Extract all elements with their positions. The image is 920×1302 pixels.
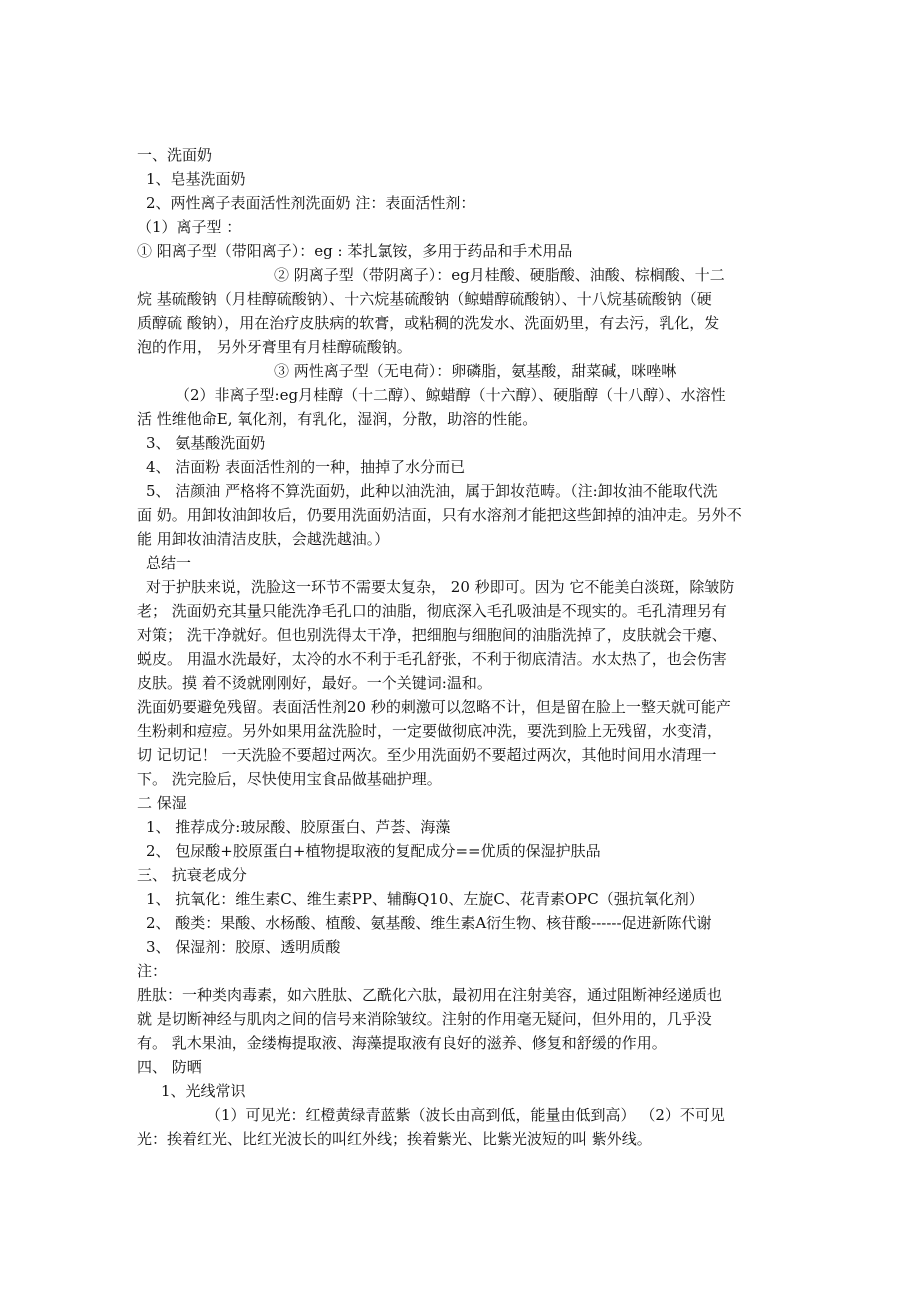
paragraph-line: 皮肤。摸 着不烫就刚刚好，最好。一个关键词:温和。 xyxy=(137,674,492,692)
section-heading-sunscreen: 四、 防晒 xyxy=(137,1058,202,1076)
paragraph-line: 质醇硫 酸钠），用在治疗皮肤病的软膏，或粘稠的洗发水、洗面奶里，有去污，乳化，发 xyxy=(137,314,720,332)
list-item: 2、两性离子表面活性剂洗面奶 注：表面活性剂： xyxy=(146,194,476,212)
list-item: 4、 洁面粉 表面活性剂的一种，抽掉了水分而已 xyxy=(146,458,466,476)
list-item: 1、光线常识 xyxy=(161,1082,246,1100)
paragraph-line: 面 奶。用卸妆油卸妆后，仍要用洗面奶洁面，只有水溶剂才能把这些卸掉的油冲走。另外不 xyxy=(137,506,742,524)
paragraph-line: ③ 两性离子型（无电荷）：卵磷脂，氨基酸，甜菜碱，咪唑啉 xyxy=(274,362,677,380)
paragraph-line: 老； 洗面奶充其量只能洗净毛孔口的油脂，彻底深入毛孔吸油是不现实的。毛孔清理另有 xyxy=(137,602,727,620)
paragraph-line: 胜肽：一种类肉毒素，如六胜肽、乙酰化六肽，最初用在注射美容，通过阻断神经递质也 xyxy=(137,986,723,1004)
list-item: 1、 抗氧化：维生素C、维生素PP、辅酶Q10、左旋C、花青素OPC（强抗氧化剂） xyxy=(146,890,704,908)
list-item: 2、 包尿酸+胶原蛋白+植物提取液的复配成分==优质的保湿护肤品 xyxy=(146,842,601,860)
paragraph-line: 下。 洗完脸后，尽快使用宝食品做基础护理。 xyxy=(137,770,442,788)
paragraph-line: 对策； 洗干净就好。但也别洗得太干净，把细胞与细胞间的油脂洗掉了，皮肤就会干瘪、 xyxy=(137,626,727,644)
paragraph-line: 泡的作用， 另外牙膏里有月桂醇硫酸钠。 xyxy=(137,338,412,356)
section-heading-summary: 总结一 xyxy=(146,554,192,572)
paragraph-line: （2）非离子型:eg月桂醇（十二醇）、鲸蜡醇（十六醇）、硬脂醇（十八醇）、水溶性 xyxy=(175,386,726,404)
list-item: 5、 洁颜油 严格将不算洗面奶，此种以油洗油，属于卸妆范畴。（注:卸妆油不能取代洗 xyxy=(146,482,718,500)
list-item: 1、皂基洗面奶 xyxy=(146,170,246,188)
section-heading-anti-aging: 三、 抗衰老成分 xyxy=(137,866,247,884)
paragraph-line: 蜕皮。 用温水洗最好，太冷的水不利于毛孔舒张，不利于彻底清洁。水太热了，也会伤害 xyxy=(137,650,727,668)
note-label: 注： xyxy=(137,962,168,980)
list-item: （1）离子型 ： xyxy=(137,218,242,236)
paragraph-line: 洗面奶要避免残留。表面活性剂20 秒的刺激可以忽略不计，但是留在脸上一整天就可能产 xyxy=(137,698,731,716)
paragraph-line: 生粉刺和痘痘。另外如果用盆洗脸时，一定要做彻底冲洗，要洗到脸上无残留，水变清， xyxy=(137,722,723,740)
paragraph-line: 活 性维他命E, 氧化剂，有乳化，湿润，分散，助溶的性能。 xyxy=(137,410,538,428)
paragraph-line: ② 阴离子型（带阴离子）：eg月桂酸、硬脂酸、油酸、棕榈酸、十二 xyxy=(274,266,725,284)
paragraph-line: 对于护肤来说，洗脸这一环节不需要太复杂， 20 秒即可。因为 它不能美白淡斑，除皱防 xyxy=(146,578,735,596)
section-heading-cleanser: 一、洗面奶 xyxy=(137,146,213,164)
paragraph-line: ① 阳离子型（带阳离子）：eg : 苯扎氯铵，多用于药品和手术用品 xyxy=(137,242,573,260)
paragraph-line: 能 用卸妆油清洁皮肤，会越洗越油。） xyxy=(137,530,390,548)
paragraph-line: 烷 基硫酸钠（月桂醇硫酸钠）、十六烷基硫酸钠（鲸蜡醇硫酸钠）、十八烷基硫酸钠（硬 xyxy=(137,290,712,308)
paragraph-line: 就 是切断神经与肌肉之间的信号来消除皱纹。注射的作用毫无疑问，但外用的，几乎没 xyxy=(137,1010,712,1028)
paragraph-line: 切 记切记！ 一天洗脸不要超过两次。至少用洗面奶不要超过两次，其他时间用水清理一 xyxy=(137,746,717,764)
section-heading-moisturizing: 二 保湿 xyxy=(137,794,187,812)
paragraph-line: 光：挨着红光、比红光波长的叫红外线；挨着紫光、比紫光波短的叫 紫外线。 xyxy=(137,1130,652,1148)
list-item: 3、 保湿剂：胶原、透明质酸 xyxy=(146,938,341,956)
list-item: 3、 氨基酸洗面奶 xyxy=(146,434,266,452)
list-item: 1、 推荐成分:玻尿酸、胶原蛋白、芦荟、海藻 xyxy=(146,818,451,836)
list-item: 2、 酸类：果酸、水杨酸、植酸、氨基酸、维生素A衍生物、核苷酸------促进新陈代谢 xyxy=(146,914,712,932)
paragraph-line: （1）可见光：红橙黄绿青蓝紫（波长由高到低，能量由低到高） （2）不可见 xyxy=(206,1106,725,1124)
paragraph-line: 有。 乳木果油，金缕梅提取液、海藻提取液有良好的滋养、修复和舒缓的作用。 xyxy=(137,1034,667,1052)
